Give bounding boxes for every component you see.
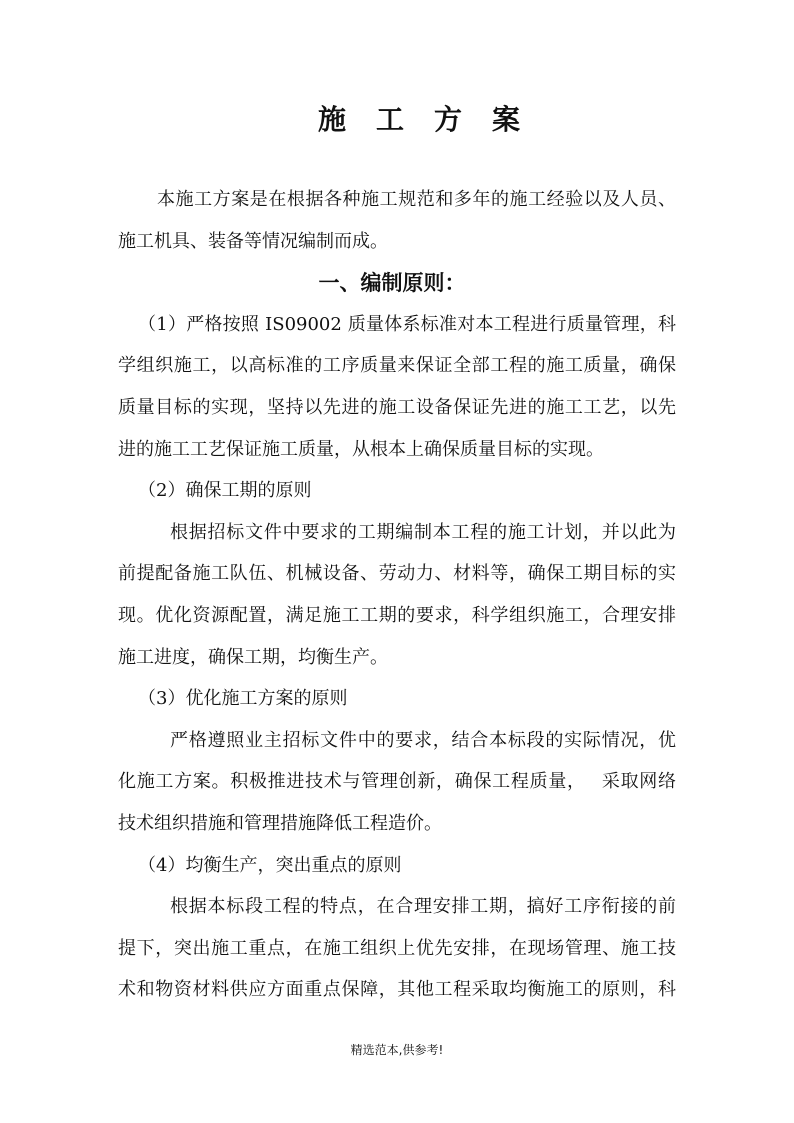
text-line: 施工机具、装备等情况编制而成。	[118, 230, 388, 252]
principle-2-paragraph	[118, 512, 676, 678]
document-body	[118, 179, 676, 1011]
intro-paragraph	[118, 179, 676, 262]
text-line: （1）严格按照 IS09002 质量体系标准对本工程进行质量管理，科	[138, 313, 676, 335]
text-line: 质量目标的实现，坚持以先进的施工设备保证先进的施工工艺，以先	[118, 396, 676, 418]
text-line: 前提配备施工队伍、机械设备、劳动力、材料等，确保工期目标的实	[118, 563, 676, 585]
principle-4-paragraph	[118, 886, 676, 1011]
text-line: 提下，突出施工重点，在施工组织上优先安排，在现场管理、施工技	[118, 937, 676, 959]
text-line: 严格遵照业主招标文件中的要求，结合本标段的实际情况，优	[170, 729, 676, 751]
principle-2-heading: （2）确保工期的原则	[138, 480, 312, 502]
text-line: 根据本标段工程的特点，在合理安排工期，搞好工序衔接的前	[170, 896, 676, 918]
page-footer-note: 精选范本,供参考!	[350, 1043, 444, 1057]
page-title: 施工方案	[318, 103, 551, 136]
text-line: 进的施工工艺保证施工质量，从根本上确保质量目标的实现。	[118, 438, 604, 460]
text-line: 术和物资材料供应方面重点保障，其他工程采取均衡施工的原则，科	[118, 979, 676, 1001]
principle-4-heading: （4）均衡生产，突出重点的原则	[138, 854, 402, 876]
section-heading: 一、编制原则：	[318, 270, 466, 296]
principle-3-paragraph	[118, 720, 676, 845]
text-line: 学组织施工，以高标准的工序质量来保证全部工程的施工质量，确保	[118, 355, 676, 377]
text-line: 本施工方案是在根据各种施工规范和多年的施工经验以及人员、	[157, 189, 676, 210]
text-line: 技术组织措施和管理措施降低工程造价。	[118, 812, 442, 834]
text-line: 根据招标文件中要求的工期编制本工程的施工计划，并以此为	[170, 521, 676, 543]
text-line: 施工进度，确保工期，均衡生产。	[118, 646, 388, 668]
text-line: 现。优化资源配置，满足施工工期的要求，科学组织施工，合理安排	[118, 604, 676, 626]
text-line: 化施工方案。积极推进技术与管理创新，确保工程质量， 采取网络	[118, 771, 676, 793]
principle-1-paragraph	[118, 304, 676, 470]
principle-3-heading: （3）优化施工方案的原则	[138, 688, 348, 710]
